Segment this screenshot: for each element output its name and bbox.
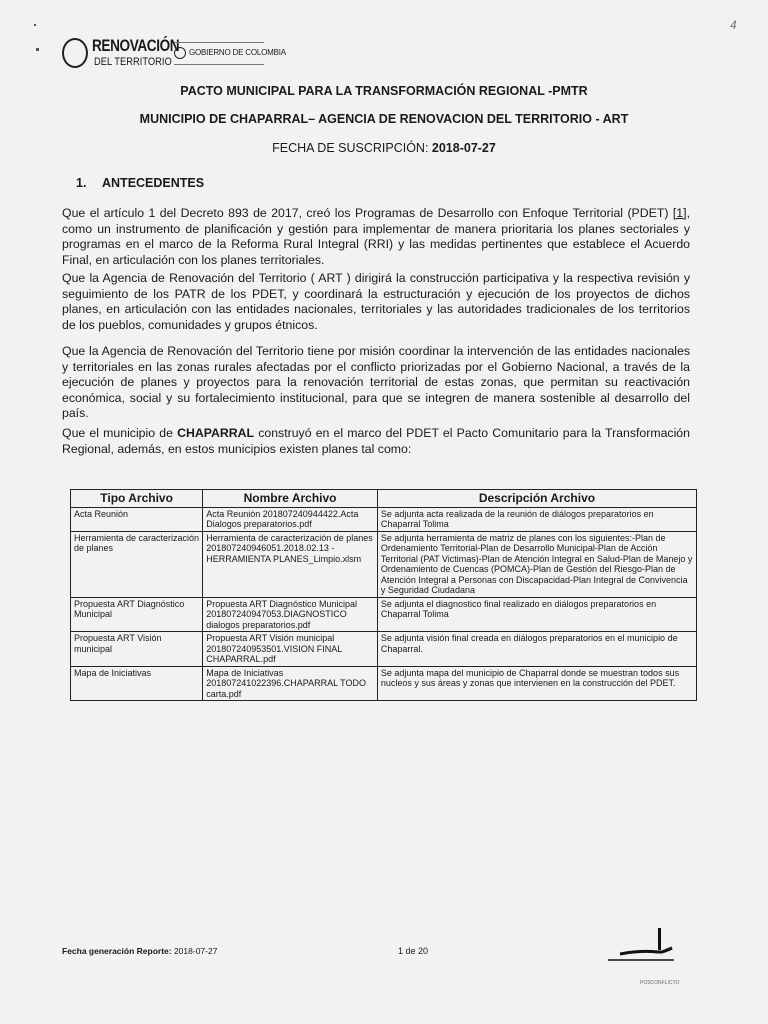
paragraph-text: , como un instrumento de planificación y gestión para implementar de manera prioritaria los planes sectoriales y programas en el marco de la Reforma Rural Integral (RRI) y las medidas pertinentes que establece el Acuerdo Final, en articulación con los planes territoriales. — [62, 206, 690, 267]
table-cell: Propuesta ART Visión municipal — [71, 632, 203, 667]
column-header: Tipo Archivo — [71, 490, 203, 508]
paragraph: Que la Agencia de Renovación del Territorio tiene por misión coordinar la intervención de las entidades nacionales y territoriales en las zonas rurales afectadas por el conflicto priorizadas por el Gobierno Nacional, a través de la ejecución de planes y proyectos para la renovación territorial de estas zonas, que permitan su reactivación económica, social y su fortalecimiento institucional, para que se integren de manera sostenible al desarrollo del país. — [62, 344, 690, 420]
divider — [174, 42, 264, 43]
gov-label: GOBIERNO DE COLOMBIA — [189, 48, 286, 57]
table-cell: Propuesta ART Diagnóstico Municipal — [71, 597, 203, 632]
logo-sub-text: DEL TERRITORIO — [94, 56, 172, 68]
renovacion-emblem-icon — [62, 38, 88, 68]
column-header: Nombre Archivo — [203, 490, 378, 508]
footnote-link[interactable]: [1] — [672, 206, 687, 220]
handwritten-page-mark: 4 — [730, 18, 737, 32]
table-header-row — [71, 490, 697, 508]
scan-speck — [34, 24, 36, 26]
table-cell: Se adjunta el diagnostico final realizado en diálogos preparatorios en Chaparral Tolima — [377, 597, 696, 632]
stamp-caption: POSCONFLICTO — [640, 980, 680, 986]
report-date-value: 2018-07-27 — [173, 946, 218, 956]
table-row — [71, 666, 697, 701]
subscription-date — [0, 141, 768, 155]
report-date-label: Fecha generación Reporte: — [62, 946, 174, 956]
divider — [174, 64, 264, 65]
paragraph — [62, 426, 690, 457]
colombia-emblem-icon — [174, 47, 186, 59]
table-cell: Se adjunta acta realizada de la reunión de diálogos preparatorios en Chaparral Tolima — [377, 507, 696, 531]
section-number: 1. — [76, 176, 87, 190]
paragraph-text: Que el artículo 1 del Decreto 893 de 2017, creó los Programas de Desarrollo con Enfoque Territorial (PDET) — [62, 206, 673, 220]
table-cell: Mapa de Iniciativas — [71, 666, 203, 701]
date-value: 2018-07-27 — [431, 141, 496, 155]
table-row — [71, 507, 697, 531]
page-subtitle: MUNICIPIO DE CHAPARRAL– AGENCIA DE RENOVACION DEL TERRITORIO - ART — [139, 112, 629, 126]
column-header: Descripción Archivo — [377, 490, 696, 508]
postconflict-stamp-icon — [600, 928, 680, 968]
table-cell: Acta Reunión 201807240944422.Acta Dialogos preparatorios.pdf — [203, 507, 378, 531]
paragraph-text: Que el municipio de — [62, 426, 178, 440]
municipality-name: CHAPARRAL — [177, 426, 255, 440]
scan-speck — [36, 48, 39, 51]
section-heading — [76, 176, 204, 190]
section-title: ANTECEDENTES — [102, 176, 205, 190]
files-table — [70, 489, 697, 701]
page-title: PACTO MUNICIPAL PARA LA TRANSFORMACIÓN REGIONAL -PMTR — [180, 84, 588, 98]
table-row — [71, 597, 697, 632]
page-number: 1 de 20 — [398, 946, 429, 956]
table-cell: Propuesta ART Diagnóstico Municipal 201807240947053.DIAGNOSTICO dialogos preparatorios.pdf — [203, 597, 378, 632]
table-cell: Propuesta ART Visión municipal 201807240953501.VISION FINAL CHAPARRAL.pdf — [203, 632, 378, 667]
report-date — [62, 946, 217, 956]
table-cell: Herramienta de caracterización de planes 201807240946051.2018.02.13 - HERRAMIENTA PLANES_Limpio.xlsm — [203, 531, 378, 597]
date-label: FECHA DE SUSCRIPCIÓN: — [272, 141, 432, 155]
table-cell: Se adjunta visión final creada en diálogos preparatorios en el municipio de Chaparral. — [377, 632, 696, 667]
table-cell: Se adjunta herramienta de matriz de planes con los siguientes:-Plan de Ordenamiento Territorial-Plan de Desarrollo Municipal-Plan de Acción Territorial (PAT Victimas)-Plan de Atención Integral en Salud-Plan de Manejo y Ordenamiento de Cuencas (POMCA)-Plan de Gestión del Riesgo-Plan de Atención Integral a Personas con Discapacidad-Plan Integral de Convivencia y Seguridad Ciudadana — [377, 531, 696, 597]
table-cell: Acta Reunión — [71, 507, 203, 531]
paragraph: Que la Agencia de Renovación del Territorio ( ART ) dirigirá la construcción participativa y la respectiva revisión y seguimiento de los PATR de los PDET, y coordinará la estructuración y ejecución de los proyectos de dichos planes, en articulación con las entidades nacionales, territoriales y las autoridades tradicionales de los territorios de los pueblos, comunidades y grupos étnicos. — [62, 271, 690, 332]
table-cell: Herramienta de caracterización de planes — [71, 531, 203, 597]
paragraph — [62, 206, 690, 268]
table-cell: Mapa de Iniciativas 201807241022396.CHAPARRAL TODO carta.pdf — [203, 666, 378, 701]
paragraph-text: construyó en el marco del PDET el Pacto Comunitario para la Transformación Regional, además, en estos municipios existen planes tal como: — [62, 426, 690, 456]
table-row — [71, 531, 697, 597]
table-row — [71, 632, 697, 667]
table-cell: Se adjunta mapa del municipio de Chaparral donde se muestran todos sus nucleos y sus áreas y zonas que intervienen en la construcción del PDET. — [377, 666, 696, 701]
logo-main-text: RENOVACIÓN — [92, 36, 180, 55]
